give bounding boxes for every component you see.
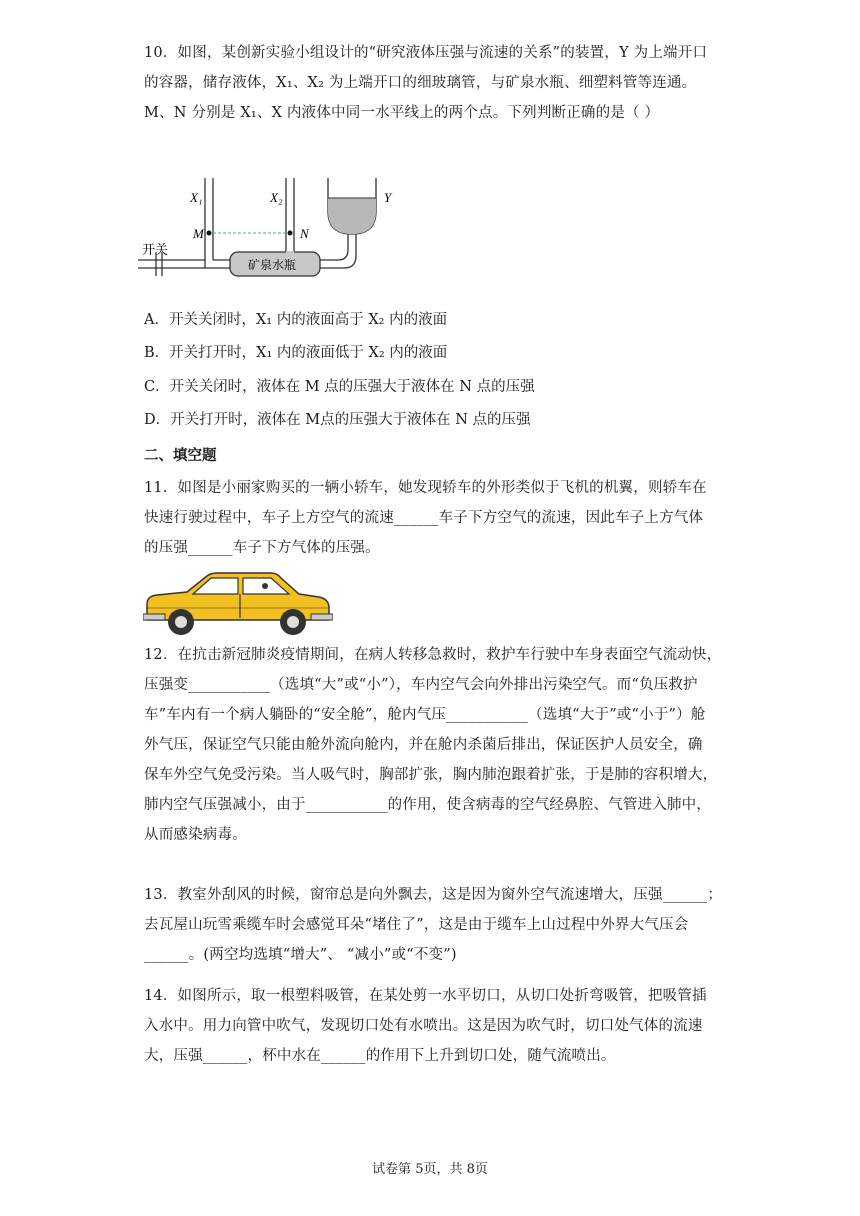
label-bottle: 矿泉水瓶 (248, 258, 297, 272)
page-footer: 试卷第 5页，共 8页 (372, 1162, 488, 1177)
q11-line-1: 11．如图是小丽家购买的一辆小轿车，她发现轿车的外形类似于飞机的机翼，则轿车在 (144, 480, 707, 496)
q14-line-2: 入水中。用力向管中吹气，发现切口处有水喷出。这是因为吹气时，切口处气体的流速 (144, 1018, 703, 1034)
q11-line-2: 快速行驶过程中，车子上方空气的流速______车子下方空气的流速，因此车子上方气体 (144, 510, 704, 526)
question-12-text (144, 640, 722, 850)
q12-line-1: 12．在抗击新冠肺炎疫情期间，在病人转移急救时，救护车行驶中车身表面空气流动快， (144, 647, 722, 663)
question-14-text (144, 981, 716, 1071)
label-y: Y (384, 190, 392, 205)
label-x2: X₂ (270, 190, 283, 205)
section-title: 二、填空题 (144, 448, 217, 464)
q12-line-6: 肺内空气压强减小，由于___________的作用，使含病毒的空气经鼻腔、气管进入肺中， (144, 797, 712, 813)
q10-option-d: D．开关打开时，液体在 M点的压强大于液体在 N 点的压强 (144, 412, 531, 428)
label-m: M (193, 226, 204, 241)
q12-line-3: 车”车内有一个病人躺卧的“安全舱”，舱内气压___________（选填“大于”或“小于”）舱 (144, 707, 706, 723)
q14-line-1: 14．如图所示，取一根塑料吸管，在某处剪一水平切口，从切口处折弯吸管，把吸管插 (144, 988, 707, 1004)
label-x1: X₁ (190, 190, 203, 205)
q10-option-c: C．开关关闭时，液体在 M 点的压强大于液体在 N 点的压强 (144, 379, 535, 395)
label-switch: 开关 (142, 243, 169, 258)
question-13-text (144, 880, 723, 970)
q13-line-3: ______。(两空均选填“增大”、 “减小”或“不变”) (144, 947, 457, 963)
q10-line-1: 10．如图，某创新实验小组设计的“研究液体压强与流速的关系”的装置，Y 为上端开口 (144, 45, 708, 61)
question-10-text (144, 38, 716, 128)
q11-line-3: 的压强______车子下方气体的压强。 (144, 540, 380, 556)
q10-option-b: B．开关打开时，X₁ 内的液面低于 X₂ 内的液面 (144, 345, 448, 361)
label-n: N (300, 226, 309, 241)
q12-line-4: 外气压，保证空气只能由舱外流向舱内，并在舱内杀菌后排出，保证医护人员安全，确 (144, 737, 703, 753)
q12-line-7: 从而感染病毒。 (144, 827, 247, 843)
q12-line-2: 压强变___________（选填“大”或“小”），车内空气会向外排出污染空气。而“负压救护 (144, 677, 698, 693)
car-figure (143, 570, 333, 638)
q13-line-2: 去瓦屋山玩雪乘缆车时会感觉耳朵“堵住了”，这是由于缆车上山过程中外界大气压会 (144, 917, 689, 933)
q10-option-a: A．开关关闭时，X₁ 内的液面高于 X₂ 内的液面 (144, 312, 448, 328)
q13-line-1: 13．教室外刮风的时候，窗帘总是向外飘去，这是因为窗外空气流速增大，压强______； (144, 887, 723, 903)
q14-line-3: 大，压强______，杯中水在______的作用下上升到切口处，随气流喷出。 (144, 1048, 616, 1064)
q10-line-3: M、N 分别是 X₁、X 内液体中同一水平线上的两个点。下列判断正确的是（ ） (144, 105, 660, 121)
pressure-apparatus-figure (138, 172, 408, 298)
question-11-text (144, 473, 716, 563)
q10-line-2: 的容器，储存液体，X₁、X₂ 为上端开口的细玻璃管，与矿泉水瓶、细塑料管等连通。 (144, 75, 697, 91)
q12-line-5: 保车外空气免受污染。当人吸气时，胸部扩张，胸内肺泡跟着扩张，于是肺的容积增大， (144, 767, 718, 783)
